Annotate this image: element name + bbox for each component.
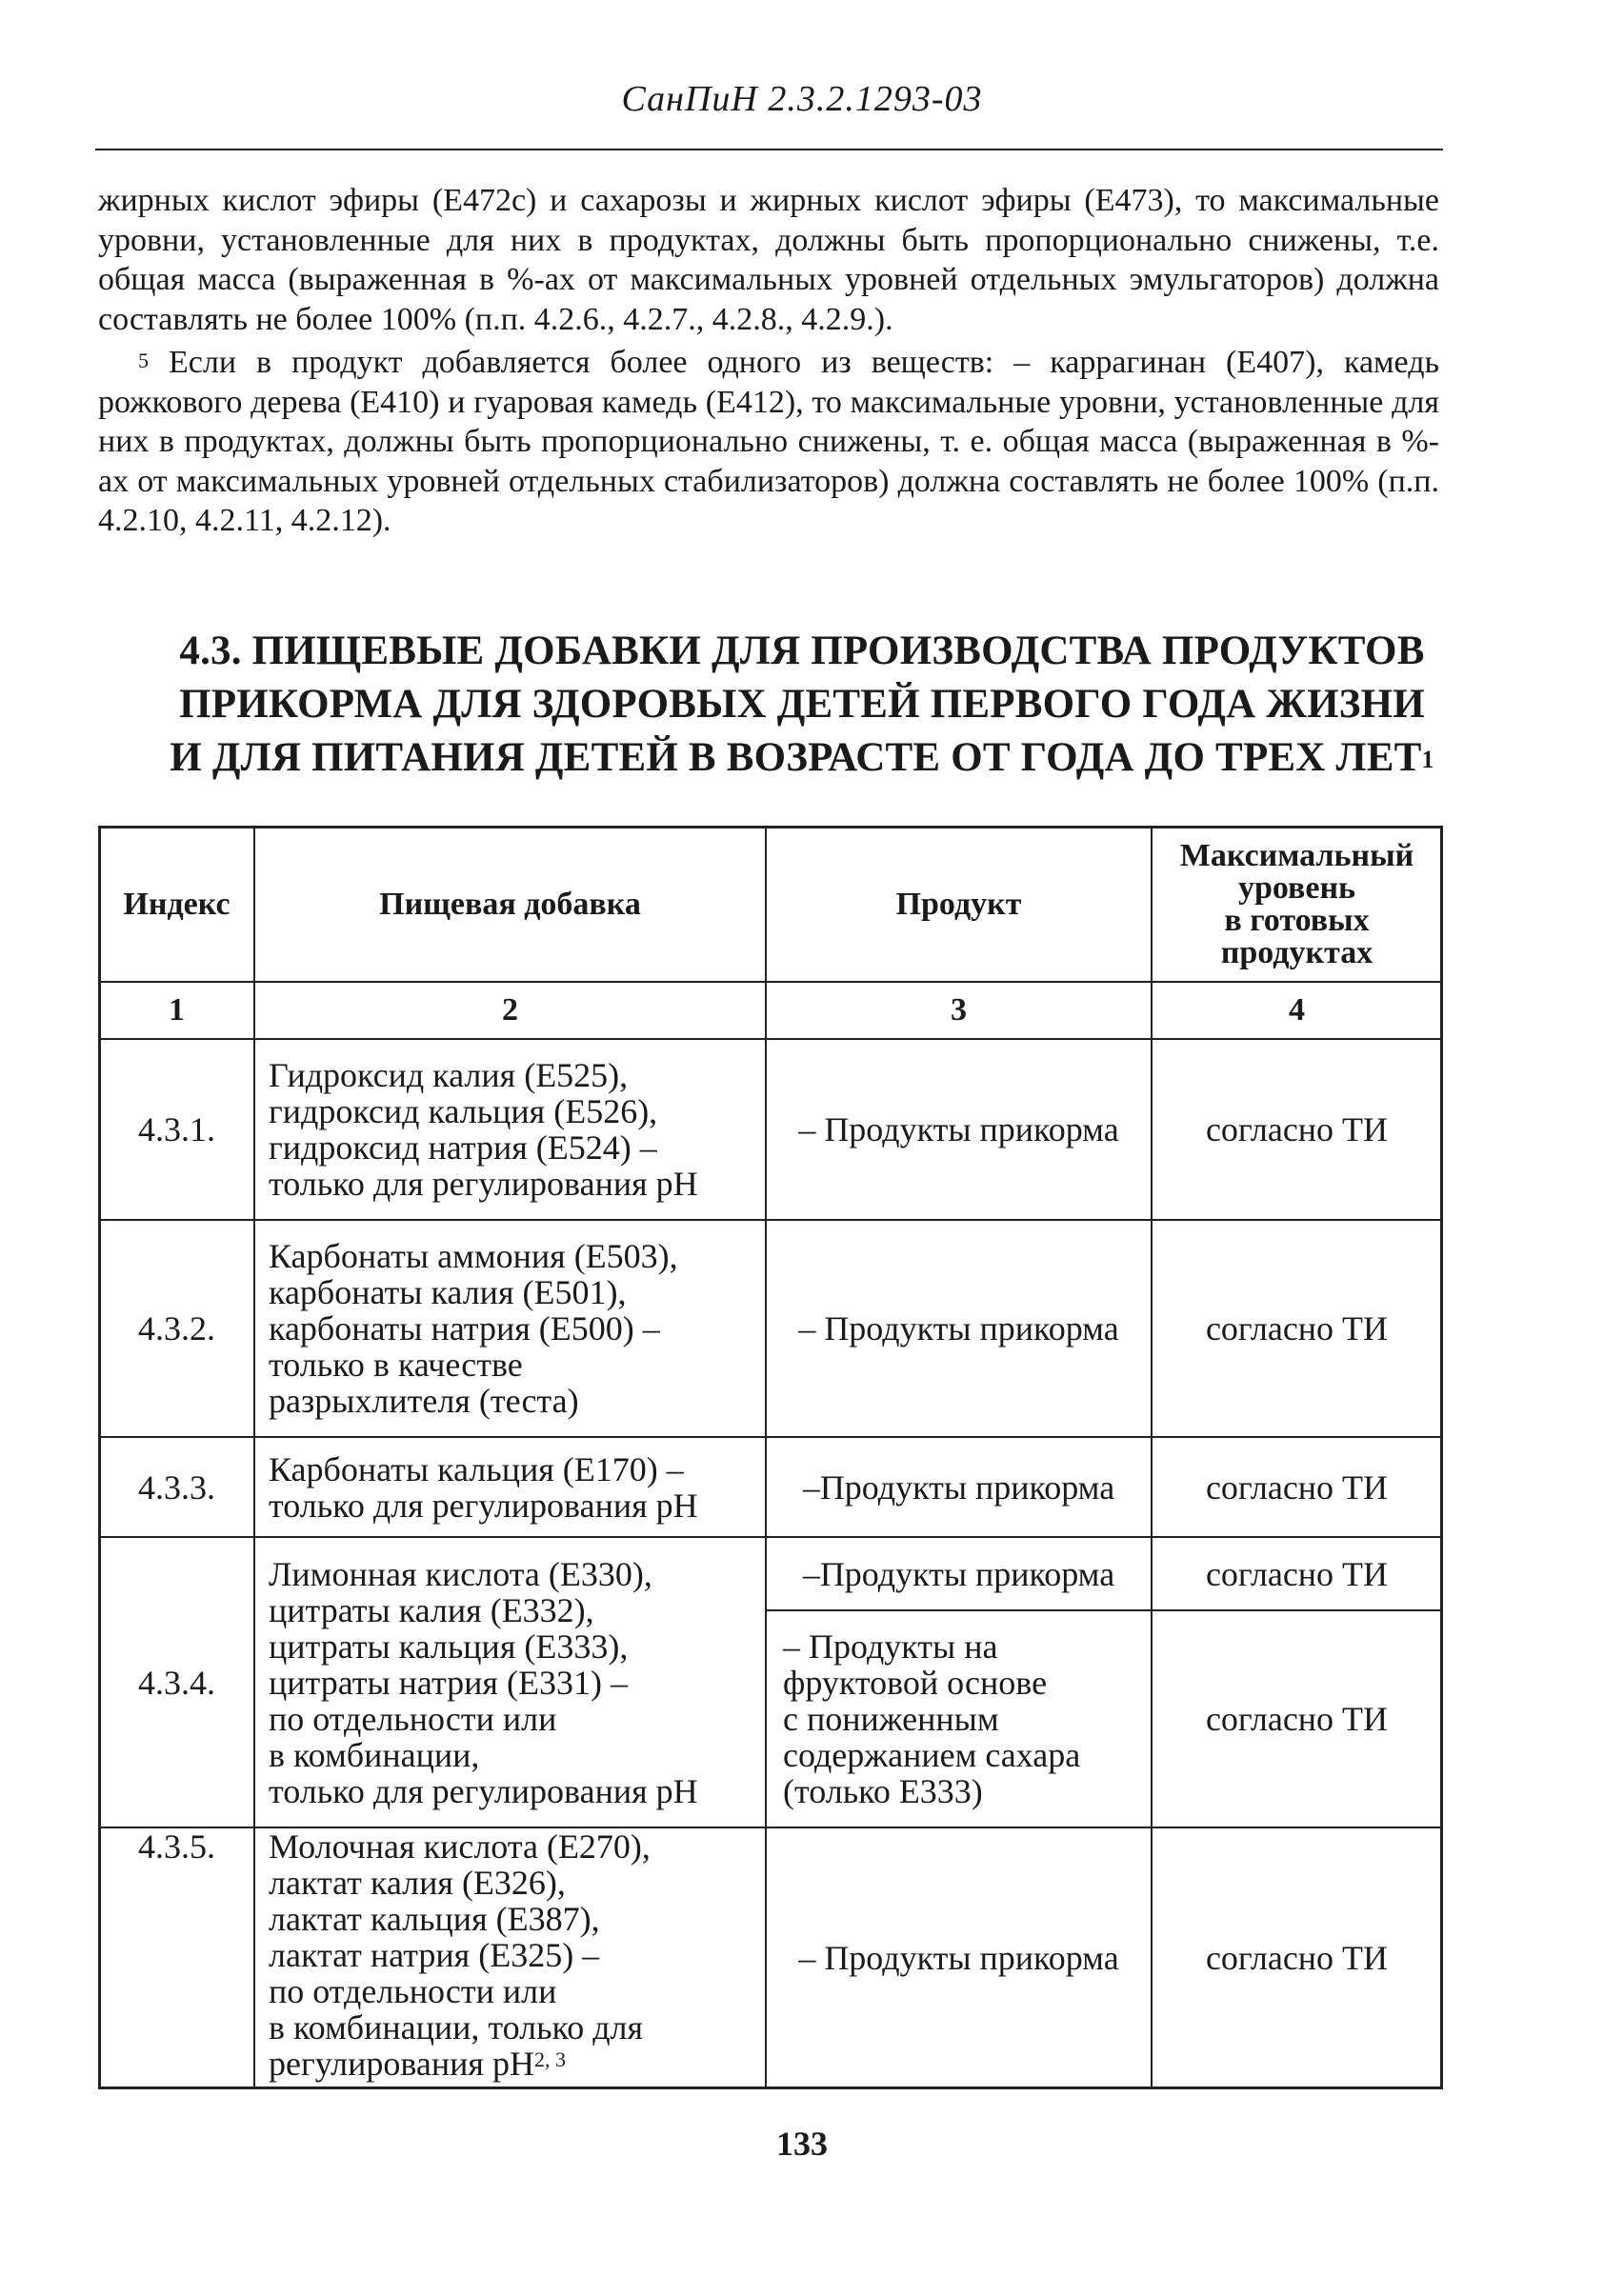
section-title-line-3	[0, 731, 1604, 785]
header-rule	[95, 149, 1443, 150]
table-row-level: согласно ТИ	[1205, 1309, 1389, 1348]
table-row-index: 4.3.5.	[138, 1827, 215, 1866]
footnote-5-text: Если в продукт добавляется более одного из веществ: – каррагинан (Е407), камедь рожкового дерева (Е410) и гуаровая камедь (Е412), то максимальные уровни, установленные для них в продуктах, должны быть пропорционально снижены, т. е. общая масса (выраженная в %-ах от максимальных уровней отдельных стабилизаторов) должна составлять не более 100% (п.п. 4.2.10, 4.2.11, 4.2.12).	[98, 345, 1439, 538]
table-header-index: Индекс	[123, 886, 231, 922]
table-row-level: согласно ТИ	[1205, 1939, 1389, 1977]
table-header-max-level-text: Максимальный уровень в готовых продуктах	[1179, 837, 1414, 970]
section-footnote-mark: 1	[1421, 746, 1434, 773]
table-row-level: согласно ТИ	[1205, 1110, 1389, 1148]
additive-text: Гидроксид калия (Е525), гидроксид кальция (Е526), гидроксид натрия (Е524) – только для регулирования рН	[269, 1056, 698, 1203]
table-row-additive	[269, 1538, 765, 1827]
product-text: – Продукты на фруктовой основе с пониженным содержанием сахара (только Е333)	[783, 1627, 1081, 1810]
table-header-max-level	[1153, 828, 1441, 981]
table-row-level-sub: согласно ТИ	[1205, 1700, 1389, 1738]
section-title	[0, 625, 1604, 785]
footnote-mark: 5	[138, 349, 149, 372]
additive-text-body: Молочная кислота (Е270), лактат калия (Е326), лактат кальция (Е387), лактат натрия (Е325) – по отдельности или в комбинации, только для регулирования рН	[269, 1827, 651, 2083]
additive-text: Карбонаты аммония (Е503), карбонаты калия (Е501), карбонаты натрия (Е500) – только в качестве разрыхлителя (теста)	[269, 1237, 678, 1420]
page-number: 133	[776, 2125, 828, 2163]
table-row-additive	[269, 1828, 765, 2087]
table-row-additive	[269, 1040, 765, 1219]
additive-text: Лимонная кислота (Е330), цитраты калия (Е332), цитраты кальция (Е333), цитраты натрия (Е331) – по отдельности или в комбинации, только для регулирования рН	[269, 1554, 698, 1810]
table-header-product: Продукт	[895, 886, 1022, 922]
footnote-5-paragraph	[98, 343, 1439, 541]
paragraph-continuation: жирных кислот эфиры (Е472с) и сахарозы и жирных кислот эфиры (Е473), то максимальные уровни, установленные для них в продуктах, должны быть пропорционально снижены, т.е. общая масса (выраженная в %-ах от максимальных уровней отдельных эмульгаторов) должна составлять не более 100% (п.п. 4.2.6., 4.2.7., 4.2.8., 4.2.9.).	[98, 183, 1439, 337]
section-title-line-1: 4.3. ПИЩЕВЫЕ ДОБАВКИ ДЛЯ ПРОИЗВОДСТВА ПРОДУКТОВ	[179, 629, 1425, 673]
section-title-line-3-text: И ДЛЯ ПИТАНИЯ ДЕТЕЙ В ВОЗРАСТЕ ОТ ГОДА ДО ТРЕХ ЛЕТ	[170, 735, 1422, 780]
table-row-index: 4.3.1.	[138, 1110, 215, 1148]
table-row-product: – Продукты прикорма	[798, 1110, 1119, 1148]
table-row-product: –Продукты прикорма	[802, 1467, 1115, 1507]
table-row-level: согласно ТИ	[1205, 1467, 1389, 1507]
table-col-number: 1	[169, 992, 185, 1028]
table-row-index: 4.3.3.	[138, 1467, 215, 1507]
table-col-number: 2	[502, 992, 518, 1028]
table-row-product: – Продукты прикорма	[798, 1309, 1119, 1348]
table-row-product-sub	[783, 1611, 1151, 1827]
table-row-index: 4.3.2.	[138, 1309, 215, 1348]
table-row-additive	[269, 1438, 765, 1536]
additive-text: Карбонаты кальция (Е170) – только для регулирования рН	[269, 1449, 698, 1525]
table-col-number: 4	[1289, 992, 1305, 1028]
table-row-index: 4.3.4.	[138, 1663, 215, 1702]
running-header: СанПиН 2.3.2.1293-03	[621, 79, 983, 119]
table-col-number: 3	[951, 992, 967, 1028]
additive-text	[269, 1828, 651, 2082]
table-row-additive	[269, 1221, 765, 1436]
table-row-level: согласно ТИ	[1205, 1554, 1389, 1593]
table-header-additive: Пищевая добавка	[379, 886, 641, 922]
table-row-product: –Продукты прикорма	[802, 1554, 1115, 1593]
section-title-line-2: ПРИКОРМА ДЛЯ ЗДОРОВЫХ ДЕТЕЙ ПЕРВОГО ГОДА ЖИЗНИ	[179, 682, 1425, 727]
table-row-product: – Продукты прикорма	[798, 1939, 1119, 1977]
footnote-mark: 2, 3	[533, 2047, 566, 2071]
